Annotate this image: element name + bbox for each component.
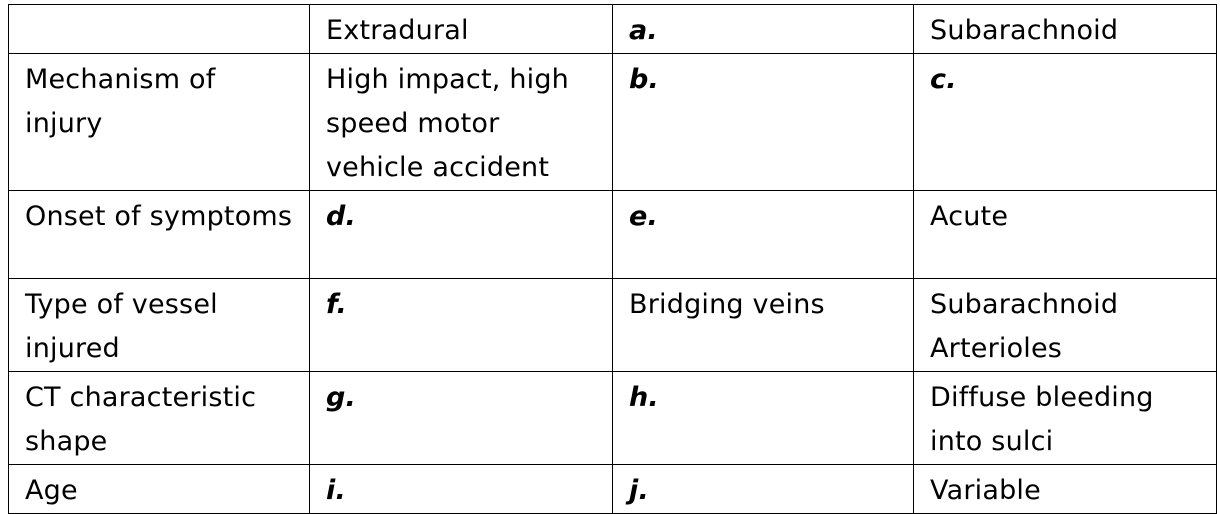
header-cell-subarachnoid: Subarachnoid xyxy=(914,5,1217,54)
cell-blank-d: d. xyxy=(310,191,613,279)
cell-age-subarachnoid: Variable xyxy=(914,465,1217,514)
cell-blank-j: j. xyxy=(613,465,914,514)
table-row xyxy=(9,465,1217,514)
cell-mechanism-extradural: High impact, high speed motor vehicle accident xyxy=(310,54,613,191)
row-label-vessel: Type of vessel injured xyxy=(9,279,310,372)
row-label-age: Age xyxy=(9,465,310,514)
row-label-onset: Onset of symptoms xyxy=(9,191,310,279)
cell-vessel-subdural: Bridging veins xyxy=(613,279,914,372)
table-row xyxy=(9,54,1217,191)
comparison-table xyxy=(8,4,1217,514)
table-row xyxy=(9,372,1217,465)
cell-blank-e: e. xyxy=(613,191,914,279)
header-cell-extradural: Extradural xyxy=(310,5,613,54)
row-label-ct-shape: CT characteristic shape xyxy=(9,372,310,465)
header-cell-blank-a: a. xyxy=(613,5,914,54)
header-cell-empty xyxy=(9,5,310,54)
cell-onset-subarachnoid: Acute xyxy=(914,191,1217,279)
cell-blank-f: f. xyxy=(310,279,613,372)
table-row xyxy=(9,279,1217,372)
table-header-row xyxy=(9,5,1217,54)
row-label-mechanism: Mechanism of injury xyxy=(9,54,310,191)
cell-blank-b: b. xyxy=(613,54,914,191)
cell-blank-c: c. xyxy=(914,54,1217,191)
cell-ct-shape-subarachnoid: Diffuse bleeding into sulci xyxy=(914,372,1217,465)
cell-blank-h: h. xyxy=(613,372,914,465)
table-row xyxy=(9,191,1217,279)
cell-blank-g: g. xyxy=(310,372,613,465)
cell-vessel-subarachnoid: Subarachnoid Arterioles xyxy=(914,279,1217,372)
cell-blank-i: i. xyxy=(310,465,613,514)
